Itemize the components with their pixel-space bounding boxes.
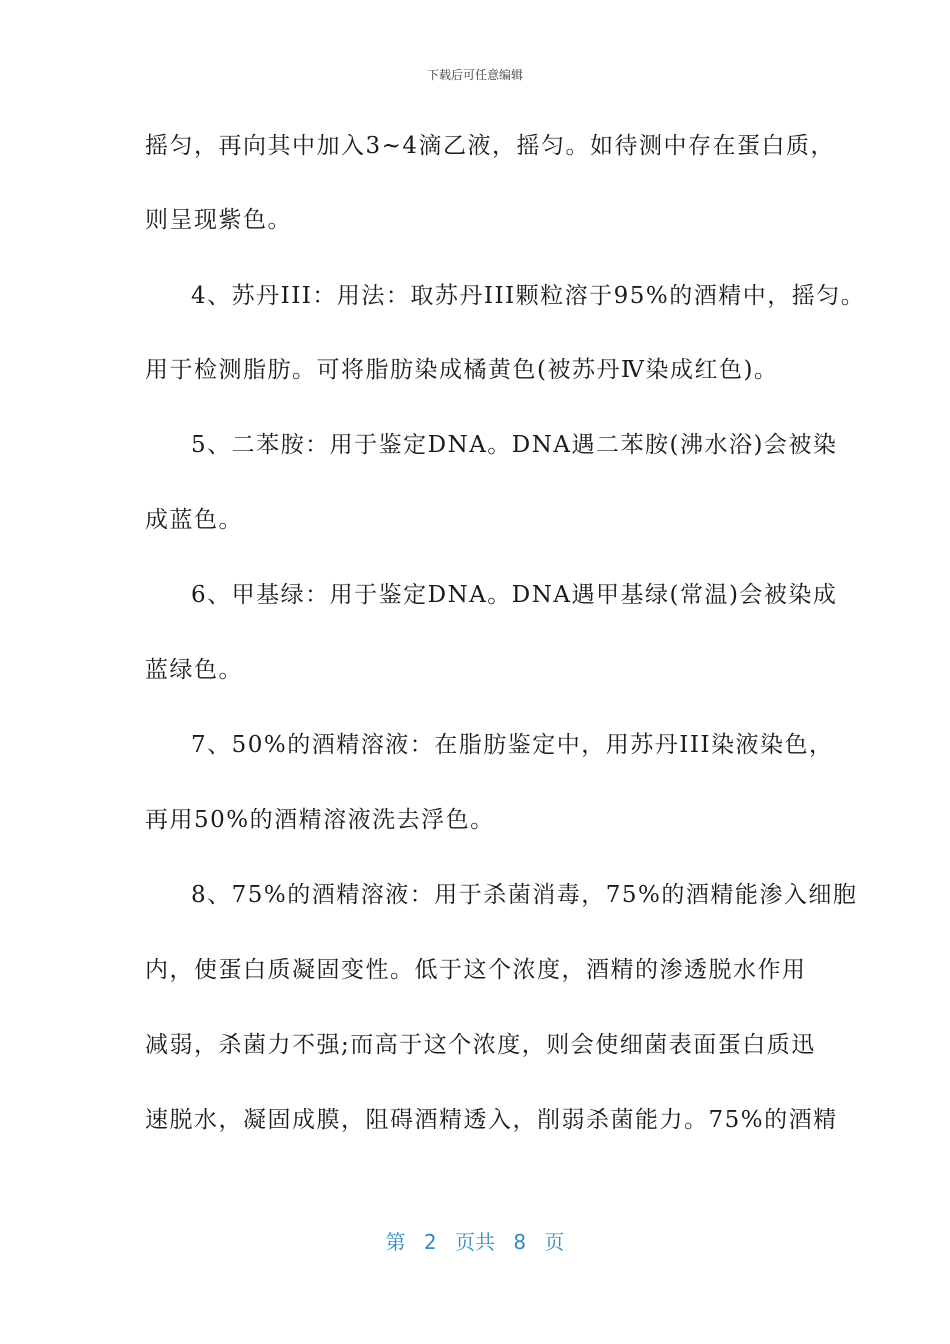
page-number-footer: 第 2 页共 8 页: [385, 1230, 565, 1254]
paragraph-line: 4、苏丹III：用法：取苏丹III颗粒溶于95%的酒精中，摇匀。: [191, 283, 866, 309]
paragraph-line: 再用50%的酒精溶液洗去浮色。: [145, 807, 495, 833]
paragraph-line: 5、二苯胺：用于鉴定DNA。DNA遇二苯胺(沸水浴)会被染: [191, 432, 838, 458]
paragraph-line: 内，使蛋白质凝固变性。低于这个浓度，酒精的渗透脱水作用: [145, 957, 807, 983]
paragraph-line: 6、甲基绿：用于鉴定DNA。DNA遇甲基绿(常温)会被染成: [191, 582, 838, 608]
paragraph-line: 用于检测脂肪。可将脂肪染成橘黄色(被苏丹Ⅳ染成红色)。: [145, 357, 779, 383]
paragraph-line: 8、75%的酒精溶液：用于杀菌消毒，75%的酒精能渗入细胞: [191, 882, 858, 908]
page-header: 下载后可任意编辑: [426, 68, 523, 82]
paragraph-line: 摇匀，再向其中加入3~4滴乙液，摇匀。如待测中存在蛋白质，: [145, 133, 836, 159]
paragraph-line: 速脱水，凝固成膜，阻碍酒精透入，削弱杀菌能力。75%的酒精: [145, 1107, 838, 1133]
paragraph-line: 蓝绿色。: [145, 657, 243, 683]
paragraph-line: 成蓝色。: [145, 507, 243, 533]
paragraph-line: 7、50%的酒精溶液：在脂肪鉴定中，用苏丹III染液染色，: [191, 732, 834, 758]
paragraph-line: 则呈现紫色。: [145, 207, 292, 233]
paragraph-line: 减弱，杀菌力不强;而高于这个浓度，则会使细菌表面蛋白质迅: [145, 1032, 816, 1058]
